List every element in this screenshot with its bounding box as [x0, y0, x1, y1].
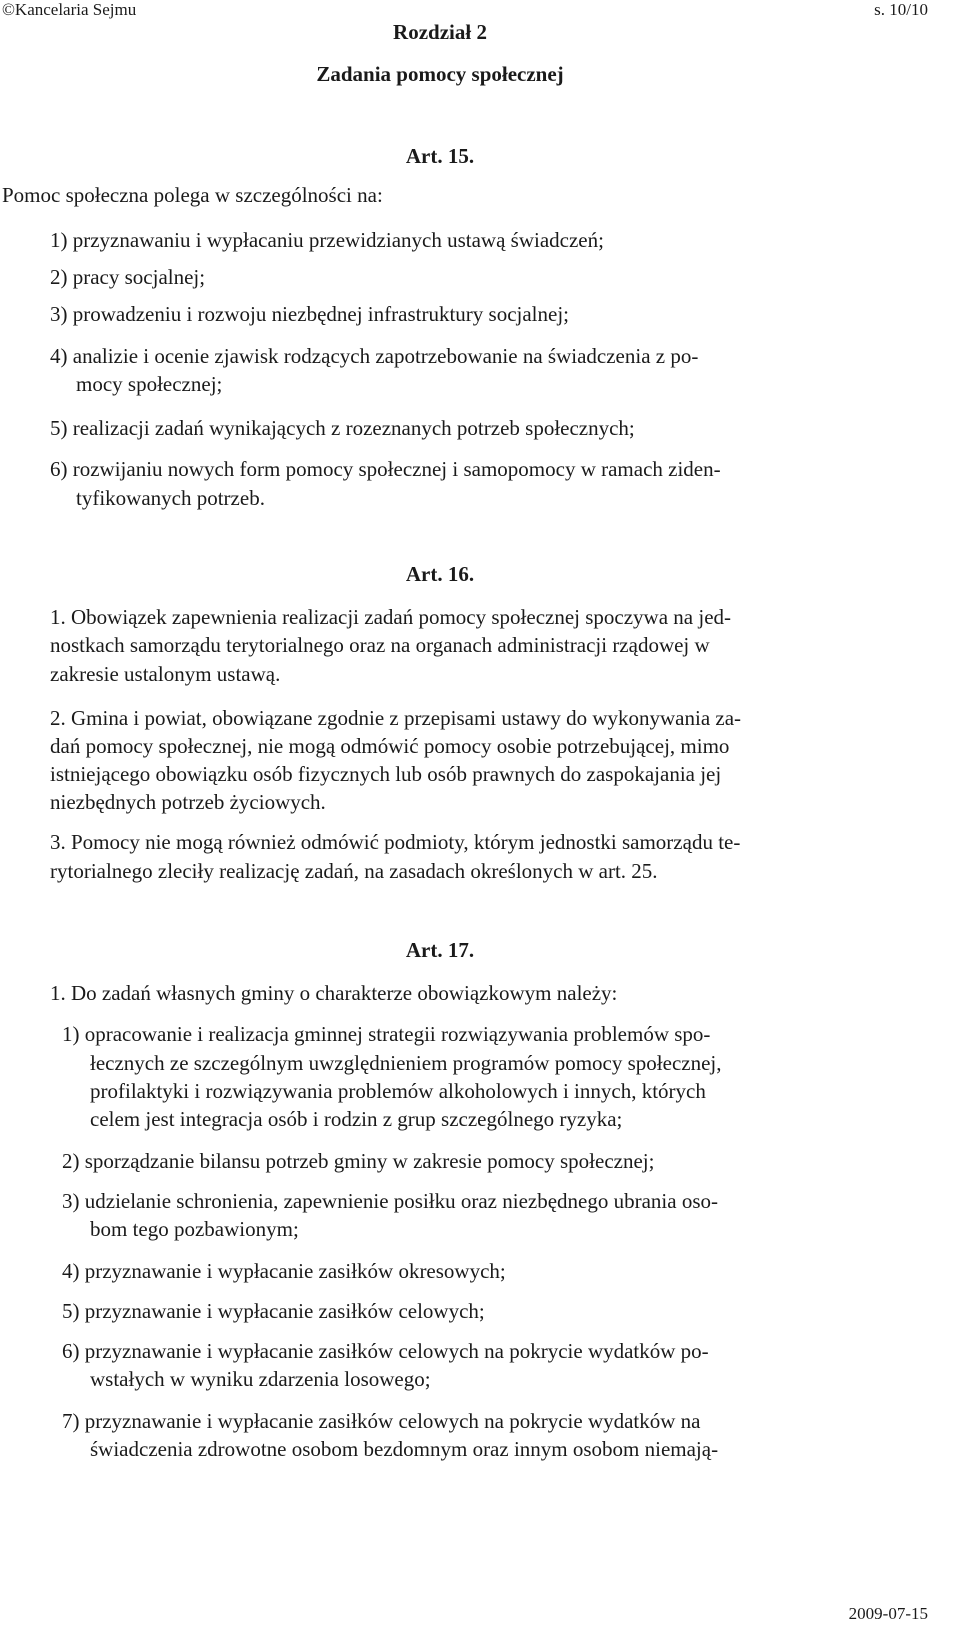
art-16-p2-line3: istniejącego obowiązku osób fizycznych lub osób prawnych do zaspokajania jej [50, 762, 722, 786]
art-17-title: Art. 17. [405, 938, 475, 962]
art-15-item-1: 1) przyznawaniu i wypłacaniu przewidzianych ustawą świadczeń; [50, 228, 604, 252]
art-17-item-1-line3: profilaktyki i rozwiązywania problemów alkoholowych i innych, których [90, 1079, 706, 1103]
art-17-item-1-line1: 1) opracowanie i realizacja gminnej strategii rozwiązywania problemów spo- [62, 1022, 711, 1046]
chapter-title: Zadania pomocy społecznej [316, 62, 564, 86]
art-16-p1-line2: nostkach samorządu terytorialnego oraz na organach administracji rządowej w [50, 633, 710, 657]
art-17-item-2: 2) sporządzanie bilansu potrzeb gminy w zakresie pomocy społecznej; [62, 1149, 655, 1173]
art-17-item-1-line2: łecznych ze szczególnym uwzględnieniem programów pomocy społecznej, [90, 1051, 722, 1075]
art-15-item-2: 2) pracy socjalnej; [50, 265, 206, 289]
art-15-item-4: 4) analizie i ocenie zjawisk rodzących zapotrzebowanie na świadczenia z po- [50, 344, 699, 368]
art-16-p1-line1: 1. Obowiązek zapewnienia realizacji zadań pomocy społecznej spoczywa na jed- [50, 605, 732, 629]
art-17-item-6-line2: wstałych w wyniku zdarzenia losowego; [90, 1367, 431, 1391]
art-15-item-4-cont: mocy społecznej; [76, 372, 223, 396]
chapter-number: Rozdział 2 [393, 20, 487, 44]
art-15-item-5: 5) realizacji zadań wynikających z rozeznanych potrzeb społecznych; [50, 416, 635, 440]
art-15-item-6: 6) rozwijaniu nowych form pomocy społecznej i samopomocy w ramach ziden- [50, 457, 721, 481]
art-17-item-1-line4: celem jest integracja osób i rodzin z grup szczególnego ryzyka; [90, 1107, 623, 1131]
art-17-item-7-line1: 7) przyznawanie i wypłacanie zasiłków celowych na pokrycie wydatków na [62, 1409, 701, 1433]
art-16-title: Art. 16. [405, 562, 475, 586]
art-15-title: Art. 15. [405, 144, 475, 168]
art-17-item-3-line2: bom tego pozbawionym; [90, 1217, 299, 1241]
art-15-item-3: 3) prowadzeniu i rozwoju niezbędnej infrastruktury socjalnej; [50, 302, 569, 326]
art-17-item-3-line1: 3) udzielanie schronienia, zapewnienie posiłku oraz niezbędnego ubrania oso- [62, 1189, 718, 1213]
art-15-intro: Pomoc społeczna polega w szczególności na: [2, 183, 383, 207]
art-16-p1-line3: zakresie ustalonym ustawą. [50, 662, 281, 686]
art-17-item-5: 5) przyznawanie i wypłacanie zasiłków celowych; [62, 1299, 485, 1323]
footer-date: 2009-07-15 [848, 1604, 928, 1623]
art-16-p2-line1: 2. Gmina i powiat, obowiązane zgodnie z przepisami ustawy do wykonywania za- [50, 706, 742, 730]
art-17-item-7-line2: świadczenia zdrowotne osobom bezdomnym oraz innym osobom niemają- [90, 1437, 719, 1461]
art-17-item-6-line1: 6) przyznawanie i wypłacanie zasiłków celowych na pokrycie wydatków po- [62, 1339, 709, 1363]
art-17-item-4: 4) przyznawanie i wypłacanie zasiłków okresowych; [62, 1259, 506, 1283]
header-copyright: ©Kancelaria Sejmu [2, 0, 137, 19]
art-15-item-6-cont: tyfikowanych potrzeb. [76, 486, 265, 510]
art-16-p3-line2: rytorialnego zleciły realizację zadań, na zasadach określonych w art. 25. [50, 859, 658, 883]
art-16-p3-line1: 3. Pomocy nie mogą również odmówić podmioty, którym jednostki samorządu te- [50, 830, 741, 854]
art-17-intro: 1. Do zadań własnych gminy o charakterze obowiązkowym należy: [50, 981, 618, 1005]
header-page-number: s. 10/10 [874, 0, 928, 19]
art-16-p2-line4: niezbędnych potrzeb życiowych. [50, 790, 326, 814]
art-16-p2-line2: dań pomocy społecznej, nie mogą odmówić pomocy osobie potrzebującej, mimo [50, 734, 730, 758]
